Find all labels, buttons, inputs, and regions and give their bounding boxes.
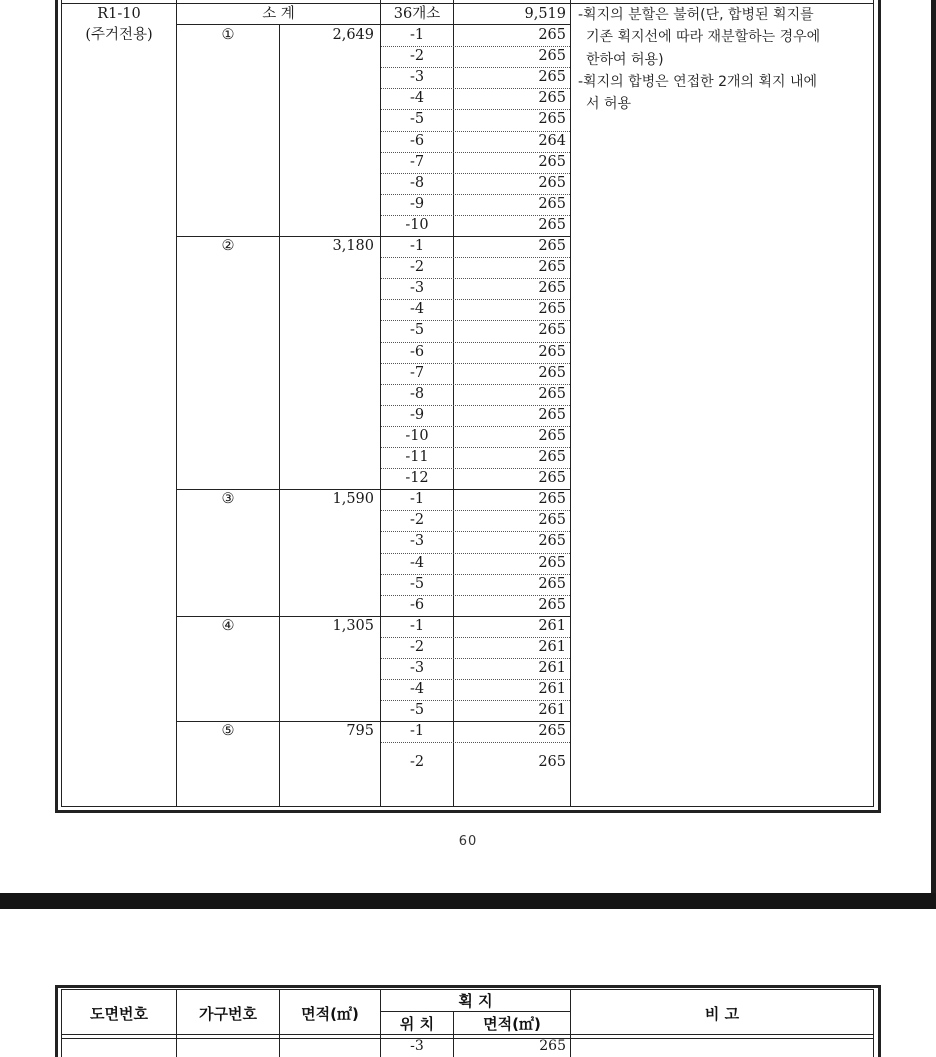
lot-area: 265 [538,216,566,233]
lot-position: -5 [409,702,425,719]
lot-area: 265 [538,174,566,191]
remark-line: 기존 획지선에 따라 재분할하는 경우에 [586,29,821,46]
block-number: ② [221,238,235,254]
lot-area: 265 [538,596,566,613]
lot-area: 265 [538,533,566,550]
lot-area: 265 [538,301,566,318]
block-area: 1,305 [332,617,374,634]
lot-area: 265 [538,449,566,466]
block-area: 2,649 [332,27,374,43]
remark-line: 서 허용 [586,96,632,113]
col-sep-5 [570,0,571,807]
page-right-edge [931,0,936,893]
lot-area: 265 [538,48,566,65]
next-lot-header-split [380,1011,571,1012]
lot-position: -7 [409,153,425,170]
lot-position: -2 [409,638,425,655]
lot-area: 265 [538,27,566,44]
lot-position: -10 [405,216,429,233]
district-code: R1-10 [97,6,141,22]
header-block-no: 가구번호 [199,1005,257,1023]
block-number: ⑤ [221,723,235,740]
lot-position: -8 [409,385,425,402]
next-first-row-position: -3 [410,1038,424,1054]
lot-area: 265 [538,512,566,529]
lot-position: -4 [409,554,425,571]
lot-area: 265 [538,427,566,444]
lot-position: -2 [409,259,425,276]
lot-position: -2 [409,48,425,65]
next-top-border [55,985,881,988]
lot-position: -1 [409,617,425,634]
page-separator [0,893,936,909]
lot-area: 261 [538,660,566,677]
lot-position: -11 [405,449,429,466]
lot-area: 265 [538,238,566,255]
lot-position: -1 [409,723,425,740]
subtotal-label: 소 계 [262,6,295,22]
lot-area: 265 [538,90,566,107]
block-number: ④ [221,617,235,634]
lot-position: -4 [409,681,425,698]
lot-area: 265 [538,575,566,592]
lot-position: -2 [409,512,425,529]
lot-position: -5 [409,111,425,128]
table-right-border [878,0,881,813]
lot-area: 264 [538,132,566,149]
next-left-border [55,985,58,1057]
lot-position: -6 [409,132,425,149]
lot-position: -6 [409,343,425,360]
lot-position: -5 [409,322,425,339]
lot-position: -1 [409,27,425,44]
next-first-row-area: 265 [539,1038,566,1054]
lot-area: 265 [538,111,566,128]
header-position: 위 치 [399,1015,435,1033]
table-left-border [55,0,58,813]
header-drawing-no: 도면번호 [90,1005,148,1023]
table-left-inner-border [61,0,62,807]
header-lot-area: 면적(㎡) [483,1015,541,1033]
lot-area: 265 [538,195,566,212]
lot-area: 265 [538,322,566,339]
lot-area: 265 [538,470,566,487]
lot-position: -3 [409,660,425,677]
lot-area: 261 [538,617,566,634]
lot-position: -8 [409,174,425,191]
lot-position: -2 [409,753,425,770]
table-right-inner-border [873,0,874,807]
lot-position: -12 [405,470,429,487]
lot-area: 265 [538,364,566,381]
block-number: ① [221,27,235,43]
block-area: 3,180 [332,238,374,254]
lot-area: 261 [538,638,566,655]
next-header-bottom [61,1034,874,1035]
lot-position: -3 [409,533,425,550]
lot-position: -9 [409,406,425,423]
lot-position: -9 [409,195,425,212]
remark-line: -획지의 분할은 불허(단, 합병된 획지를 [578,7,814,23]
lot-area: 265 [538,491,566,508]
lot-position: -1 [409,238,425,255]
lot-position: -6 [409,596,425,613]
page-number: 60 [458,834,478,849]
lot-position: -4 [409,90,425,107]
lot-area: 265 [538,753,566,770]
lot-divider [381,742,570,743]
lot-position: -7 [409,364,425,381]
lot-area: 265 [538,280,566,297]
lot-area: 265 [538,259,566,276]
lot-area: 265 [538,343,566,360]
lot-position: -3 [409,280,425,297]
next-right-border [878,985,881,1057]
lot-position: -10 [405,427,429,444]
lot-area: 265 [538,69,566,86]
col-sep-1 [176,0,177,807]
header-remarks: 비 고 [704,1005,740,1023]
subtotal-count: 36개소 [393,6,441,22]
lot-position: -1 [409,491,425,508]
lot-area: 265 [538,385,566,402]
lot-area: 265 [538,554,566,571]
lot-area: 265 [538,406,566,423]
lot-position: -3 [409,69,425,86]
remark-line: -획지의 합병은 연접한 2개의 획지 내에 [578,73,818,90]
block-area: 795 [346,723,374,740]
lot-position: -5 [409,575,425,592]
header-lot: 획 지 [458,992,493,1010]
remark-line: 한하여 허용) [586,51,664,68]
lot-area: 261 [538,681,566,698]
lot-position: -4 [409,301,425,318]
lot-area: 265 [538,723,566,740]
header-area: 면적(㎡) [301,1005,359,1023]
block-area: 1,590 [332,491,374,508]
table-bottom-inner-border [61,806,874,807]
district-use: (주거전용) [85,27,153,43]
lot-area: 265 [538,153,566,170]
table-bottom-border [55,810,881,813]
subtotal-area: 9,519 [524,6,566,22]
col-sep-2 [279,24,280,807]
block-number: ③ [221,491,235,508]
next-right-inner [873,989,874,1057]
lot-area: 261 [538,702,566,719]
